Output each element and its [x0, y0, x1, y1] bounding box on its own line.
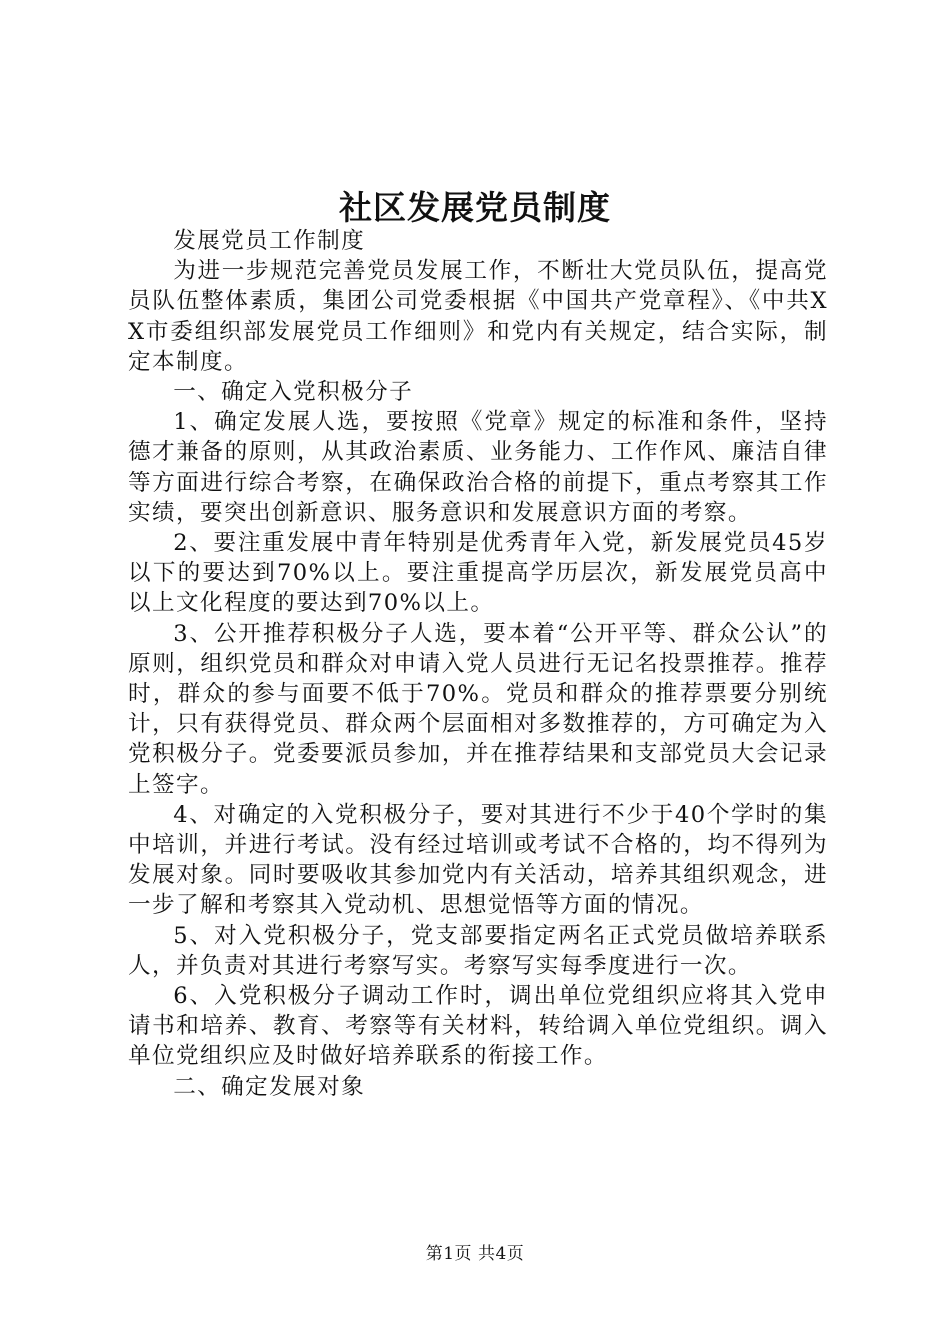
paragraph-item-5: 5、对入党积极分子，党支部要指定两名正式党员做培养联系人，并负责对其进行考察写实。考察写实每季度进行一次。 [128, 922, 828, 979]
section-heading-2: 二、确定发展对象 [173, 1073, 366, 1100]
page-number-footer: 第1页 共4页 [425, 1244, 525, 1264]
section-heading-1: 一、确定入党积极分子 [173, 379, 414, 406]
paragraph-item-6: 6、入党积极分子调动工作时，调出单位党组织应将其入党申请书和培养、教育、考察等有关材料，转给调入单位党组织。调入单位党组织应及时做好培养联系的衔接工作。 [128, 983, 828, 1070]
paragraph-item-2: 2、要注重发展中青年特别是优秀青年入党，新发展党员45岁以下的要达到70%以上。要注重提高学历层次，新发展党员高中以上文化程度的要达到70%以上。 [128, 530, 828, 617]
document-body [128, 226, 828, 1102]
document-title: 社区发展党员制度 [339, 188, 611, 227]
paragraph-item-1: 1、确定发展人选，要按照《党章》规定的标准和条件，坚持德才兼备的原则，从其政治素质、业务能力、工作作风、廉洁自律等方面进行综合考察，在确保政治合格的前提下，重点考察其工作实绩，要突出创新意识、服务意识和发展意识方面的考察。 [128, 409, 828, 526]
paragraph-intro: 为进一步规范完善党员发展工作，不断壮大党员队伍，提高党员队伍整体素质，集团公司党委根据《中国共产党章程》、《中共XX市委组织部发展党员工作细则》和党内有关规定，结合实际，制定本制度。 [128, 258, 828, 375]
paragraph-subtitle: 发展党员工作制度 [173, 228, 366, 254]
paragraph-item-4: 4、对确定的入党积极分子，要对其进行不少于40个学时的集中培训，并进行考试。没有经过培训或考试不合格的，均不得列为发展对象。同时要吸收其参加党内有关活动，培养其组织观念，进一步了解和考察其入党动机、思想觉悟等方面的情况。 [128, 801, 828, 919]
paragraph-item-3: 3、公开推荐积极分子人选，要本着“公开平等、群众公认”的原则，组织党员和群众对申请入党人员进行无记名投票推荐。推荐时，群众的参与面要不低于70%。党员和群众的推荐票要分别统计，只有获得党员、群众两个层面相对多数推荐的，方可确定为入党积极分子。党委要派员参加，并在推荐结果和支部党员大会记录上签字。 [128, 620, 828, 798]
